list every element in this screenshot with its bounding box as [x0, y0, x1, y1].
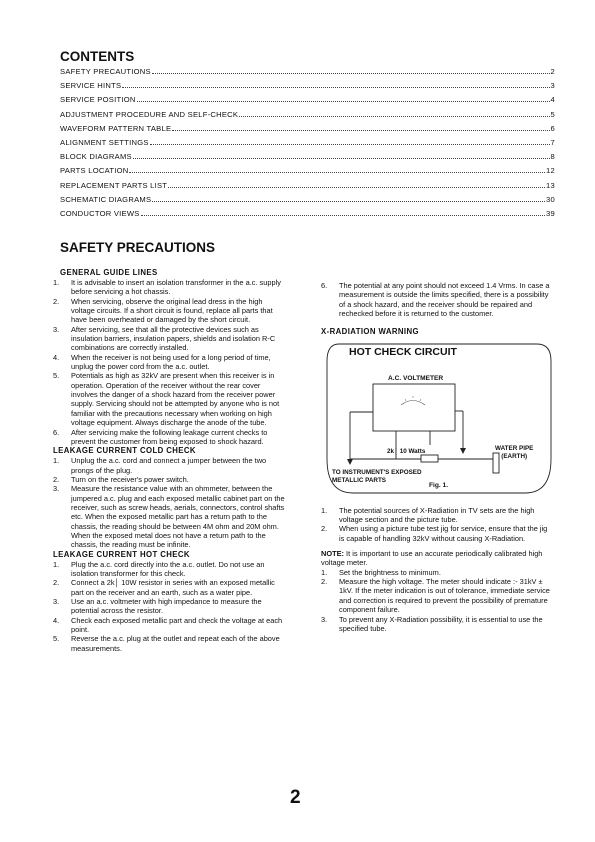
list-item-text: Connect a 2k│ 10W resistor in series with an exposed metallic part on the receiver and an earth, such as a water pipe. — [71, 578, 275, 597]
right-column — [321, 281, 554, 633]
list-item-text: Check each exposed metallic part and check the voltage at each point. — [71, 615, 283, 635]
list-item — [321, 281, 554, 318]
toc-entry — [60, 195, 555, 209]
arrow-left — [347, 459, 353, 465]
list-item-number: 5. — [53, 371, 60, 381]
list-item-number: 1. — [53, 456, 60, 466]
list-item — [53, 297, 286, 325]
toc-entry — [60, 67, 555, 81]
list-item-number: 2. — [53, 578, 60, 588]
list-item — [53, 428, 286, 447]
hot-check-figure — [321, 341, 554, 497]
list-item — [321, 568, 554, 577]
list-item-number: 1. — [53, 559, 60, 569]
list-item-number: 1. — [321, 505, 328, 515]
instrument-label-line2: METALLIC PARTS — [332, 477, 386, 485]
toc-page: 13 — [546, 180, 555, 190]
toc-label: SAFETY PRECAUTIONS — [60, 67, 151, 76]
resistor-label: 2k│ 10 Watts — [387, 447, 426, 455]
list-item — [321, 506, 554, 525]
toc-entry — [60, 166, 555, 180]
toc-leader — [122, 87, 549, 88]
note-text: It is important to use an accurate periodically calibrated high voltage meter. — [321, 549, 543, 568]
toc-label: ADJUSTMENT PROCEDURE AND SELF-CHECK — [60, 109, 239, 119]
xray-note — [321, 549, 554, 568]
section-title: SAFETY PRECAUTIONS — [60, 240, 216, 255]
toc-entry — [60, 152, 555, 166]
list-item — [53, 475, 286, 484]
list-item — [321, 524, 554, 543]
list-item-text: When the receiver is not being used for a long period of time, unplug the power cord from the a.c. outlet. — [71, 352, 271, 372]
voltmeter-label: A.C. VOLTMETER — [388, 374, 444, 382]
cold-check-heading: LEAKAGE CURRENT COLD CHECK — [53, 446, 196, 456]
instrument-label — [332, 469, 422, 486]
list-item-text: Measure the resistance value with an ohmmeter, between the jumpered a.c. plug and each exposed metallic cabinet part on the receiver, such as screw heads, aerials, connectors, control shafts etc. When the exposed metallic part has a return path to the chassis, the reading should be between 4M ohm and 20M ohm. When the exposed metal does not have a return path to the chassis, the reading must be infinite. — [71, 484, 285, 550]
toc-leader — [168, 187, 545, 188]
list-item-text: When using a picture tube test jig for service, ensure that the jig is capable of handling 32kV without causing X-Radiation. — [339, 524, 548, 543]
toc-page: 8 — [550, 152, 555, 162]
toc-leader — [152, 201, 545, 202]
list-item-number: 6. — [53, 427, 60, 437]
toc-leader — [129, 172, 545, 173]
toc-label: SCHEMATIC DIAGRAMS — [60, 194, 152, 204]
toc-label: SERVICE POSITION — [60, 95, 136, 105]
list-item-number: 3. — [53, 597, 60, 606]
instrument-label-line1: TO INSTRUMENT'S EXPOSED — [332, 468, 422, 476]
toc-entry — [60, 138, 555, 152]
toc-entry — [60, 209, 555, 223]
list-item-number: 3. — [53, 324, 60, 334]
toc-leader — [239, 116, 549, 117]
list-item-number: 2. — [321, 577, 328, 587]
list-item-text: The potential at any point should not exceed 1.4 Vrms. In case a measurement is outside the limits specified, there is a possibility of a shock hazard, and the receiver should be repaired and rechecked before it is returned to the customer. — [339, 281, 550, 319]
list-item-text: To prevent any X-Radiation possibility, it is essential to use the specified tube. — [339, 614, 543, 633]
figure-caption: Fig. 1. — [429, 481, 449, 489]
list-item-text: After servicing make the following leakage current checks to prevent the customer from being exposed to shock hazard. — [71, 427, 268, 446]
water-pipe-label — [495, 445, 533, 461]
toc-leader — [172, 130, 549, 131]
list-item — [53, 456, 286, 475]
list-item — [53, 484, 286, 549]
list-item-number: 3. — [321, 614, 328, 624]
water-pipe-label-line1: WATER PIPE — [495, 444, 534, 452]
list-item-text: Turn on the receiver's power switch. — [71, 474, 189, 484]
xray-list — [321, 506, 554, 543]
list-item — [321, 577, 554, 614]
list-item-text: Plug the a.c. cord directly into the a.c. outlet. Do not use an isolation transformer for this check. — [71, 559, 265, 578]
list-item-text: Unplug the a.c. cord and connect a jumper between the two prongs of the plug. — [71, 456, 267, 475]
list-item-text: It is advisable to insert an isolation transformer in the a.c. supply before servicing a hot chassis. — [71, 278, 281, 297]
list-item-number: 2. — [53, 296, 60, 306]
list-item-text: Set the brightness to minimum. — [339, 567, 441, 577]
page-number: 2 — [290, 787, 301, 808]
list-item-text: Use an a.c. voltmeter with high impedance to measure the potential across the resistor. — [71, 597, 262, 616]
list-item — [321, 615, 554, 634]
toc-entry — [60, 181, 555, 195]
toc-page: 2 — [550, 67, 555, 76]
toc-leader — [133, 158, 550, 159]
toc-label: BLOCK DIAGRAMS — [60, 152, 132, 162]
xray-heading: X-RADIATION WARNING — [321, 327, 419, 337]
toc-label: WAVEFORM PATTERN TABLE — [60, 123, 172, 133]
voltmeter-scale — [401, 400, 425, 405]
toc-page: 30 — [546, 194, 555, 204]
toc-label: CONDUCTOR VIEWS — [60, 208, 140, 218]
toc-entry — [60, 124, 555, 138]
list-item — [53, 616, 286, 635]
list-item — [53, 560, 286, 579]
cold-check-list — [53, 456, 286, 549]
general-guidelines-heading: GENERAL GUIDE LINES — [60, 268, 158, 277]
toc-entry — [60, 110, 555, 124]
list-item-text: When servicing, observe the original lead dress in the high voltage circuits. If a short circuit is found, replace all parts that have been overheated or damaged by the short circuit. — [71, 296, 273, 325]
list-item-number: 4. — [53, 352, 60, 362]
list-item-number: 6. — [321, 281, 328, 290]
toc-leader — [141, 215, 545, 216]
toc-page: 5 — [550, 109, 555, 119]
toc-entry — [60, 81, 555, 95]
toc-page: 4 — [550, 95, 555, 105]
contents-title: CONTENTS — [60, 49, 135, 64]
table-of-contents — [60, 67, 555, 223]
list-item — [53, 325, 286, 353]
note-label: NOTE: — [321, 549, 344, 559]
voltmeter-box — [373, 384, 455, 431]
left-column — [53, 268, 286, 653]
toc-entry — [60, 95, 555, 109]
list-item-number: 2. — [321, 524, 328, 534]
arrow-right — [460, 448, 466, 454]
note-list — [321, 568, 554, 633]
list-item-text: The potential sources of X-Radiation in TV sets are the high voltage section and the picture tube. — [339, 505, 535, 525]
list-item — [53, 371, 286, 427]
list-item-text: Reverse the a.c. plug at the outlet and repeat each of the above measurements. — [71, 634, 280, 653]
list-item-number: 5. — [53, 634, 60, 644]
general-guidelines-continued — [321, 281, 554, 318]
figure-title: HOT CHECK CIRCUIT — [349, 345, 457, 358]
list-item-text: Measure the high voltage. The meter should indicate :- 31kV ± 1kV. If the meter indication is out of tolerance, immediate service and correction is required to prevent the possibility of premature component failure. — [339, 577, 550, 615]
hot-check-heading: LEAKAGE CURRENT HOT CHECK — [53, 549, 190, 559]
toc-leader — [137, 101, 550, 102]
general-guidelines-list — [53, 278, 286, 446]
water-pipe-label-line2: (EARTH) — [501, 452, 528, 460]
list-item-number: 4. — [53, 615, 60, 625]
toc-page: 39 — [546, 208, 555, 218]
toc-label: REPLACEMENT PARTS LIST — [60, 180, 168, 190]
list-item-number: 1. — [53, 278, 60, 287]
list-item-text: Potentials as high as 32kV are present when this receiver is in operation. Operation of the receiver without the rear cover involves the danger of a shock hazard from the receiver power supply. Servicing should not be attempted by anyone who is not familiar with the precautions necessary when working on high voltage equipment. Always discharge the anode of the tube. — [71, 371, 280, 428]
toc-page: 12 — [546, 166, 555, 176]
list-item-text: After servicing, see that all the protective devices such as insulation barriers, insulation papers, shields and isolation R-C combinations are correctly installed. — [71, 324, 276, 353]
toc-leader — [152, 73, 550, 74]
toc-page: 3 — [550, 81, 555, 91]
toc-page: 6 — [550, 123, 555, 133]
toc-label: ALIGNMENT SETTINGS — [60, 137, 149, 147]
list-item-number: 3. — [53, 484, 60, 494]
hot-check-list — [53, 560, 286, 653]
toc-leader — [150, 144, 550, 145]
list-item-number: 2. — [53, 474, 60, 484]
list-item — [53, 353, 286, 372]
toc-label: SERVICE HINTS — [60, 81, 122, 91]
list-item — [53, 278, 286, 297]
list-item — [53, 634, 286, 653]
toc-page: 7 — [550, 137, 555, 147]
list-item-number: 1. — [321, 567, 328, 577]
list-item — [53, 597, 286, 616]
list-item — [53, 578, 286, 597]
toc-label: PARTS LOCATION — [60, 166, 129, 176]
